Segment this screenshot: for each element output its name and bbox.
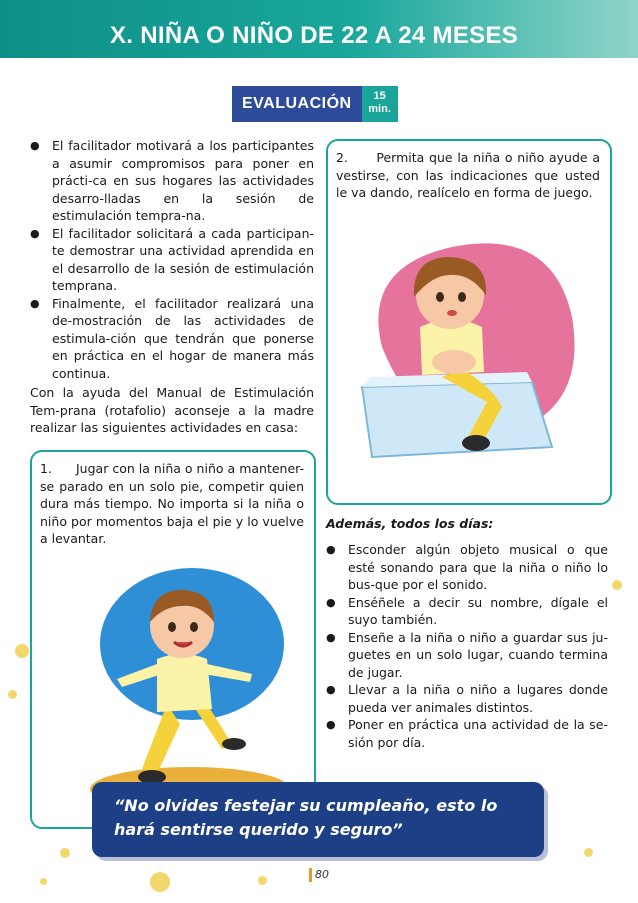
child-eye-left <box>168 622 176 632</box>
activity-1-body: Jugar con la niña o niño a mantener-se parado en un solo pie, competir quien dura más tiempo. No importa si la niña o niño por momentos baja el pie y lo vuelve a levantar. <box>40 461 305 546</box>
child-mouth <box>447 310 457 316</box>
duration-number: 15 <box>373 90 386 102</box>
facilitator-bullet-list <box>30 137 314 382</box>
child-eye-right <box>458 292 466 302</box>
quote-text: “No olvides festejar su cumpleaño, esto lo hará sentirse querido y seguro” <box>114 796 498 839</box>
decor-dot <box>584 848 593 857</box>
daily-item: ● Enséñele a decir su nombre, dígale el suyo también. <box>326 594 608 629</box>
child-dressing-illustration <box>342 207 592 487</box>
bullet-item: ● Finalmente, el facilitador realizará una de-mostración de las actividades de estimula-ción que tendrán que ponerse en práctica en el hogar de manera más continua. <box>30 295 314 383</box>
duration-unit: min. <box>368 103 391 115</box>
child-mouth <box>174 642 192 646</box>
decor-dot <box>15 644 29 658</box>
decor-dot <box>60 848 70 858</box>
decor-dot <box>8 690 17 699</box>
intro-paragraph: Con la ayuda del Manual de Estimulación Tem-prana (rotafolio) aconseje a la madre realizar las siguientes actividades en casa: <box>30 385 314 435</box>
child-eye-right <box>190 622 198 632</box>
bed-stool <box>362 382 552 457</box>
quote-banner <box>92 782 544 857</box>
activity-1-text <box>40 460 304 548</box>
child-shirt <box>157 654 212 712</box>
daily-item: ● Llevar a la niña o niño a lugares donde pueda ver animales distintos. <box>326 681 608 716</box>
activity-2-card <box>326 139 612 505</box>
child-balancing-illustration <box>72 564 292 814</box>
daily-title: Además, todos los días: <box>326 516 494 531</box>
page-number: 80 <box>309 868 329 882</box>
child-eye-left <box>436 292 444 302</box>
activity-1-number: 1. <box>40 461 52 476</box>
activity-2-number: 2. <box>336 150 348 165</box>
page-title: X. NIÑA O NIÑO DE 22 A 24 MESES <box>110 22 519 49</box>
daily-item: ● Poner en práctica una actividad de la se-sión por día. <box>326 716 608 751</box>
evaluation-badge <box>232 86 398 122</box>
activity-1-card <box>30 450 316 829</box>
decor-dot <box>40 878 47 885</box>
evaluation-duration <box>362 86 398 122</box>
bullet-item: ● El facilitador solicitará a cada participan-te demostrar una actividad aprendida en el desarrollo de la sesión de estimulación temprana. <box>30 225 314 295</box>
decor-dot <box>258 876 267 885</box>
child-shoe <box>462 435 490 451</box>
daily-bullet-list <box>326 541 608 751</box>
bullet-item: ● El facilitador motivará a los participantes a asumir compromisos para poner en prácti-ca en sus hogares las actividades desarro-lladas en la sesión de estimulación tempra-na. <box>30 137 314 225</box>
decor-dot <box>150 872 170 892</box>
activity-2-body: Permita que la niña o niño ayude a vestirse, con las indicaciones que usted le va dando, realícelo en forma de juego. <box>336 150 600 200</box>
daily-item: ● Enseñe a la niña o niño a guardar sus ju-guetes en un solo lugar, cuando termina de jugar. <box>326 629 608 682</box>
page-header <box>0 0 638 58</box>
child-shoe-right <box>222 738 246 750</box>
decor-dot <box>612 580 622 590</box>
child-belly <box>432 350 476 374</box>
activity-2-text <box>336 149 600 202</box>
daily-item: ● Esconder algún objeto musical o que esté sonando para que la niña o niño lo bus-que por el sonido. <box>326 541 608 594</box>
evaluation-label: EVALUACIÓN <box>232 86 362 122</box>
